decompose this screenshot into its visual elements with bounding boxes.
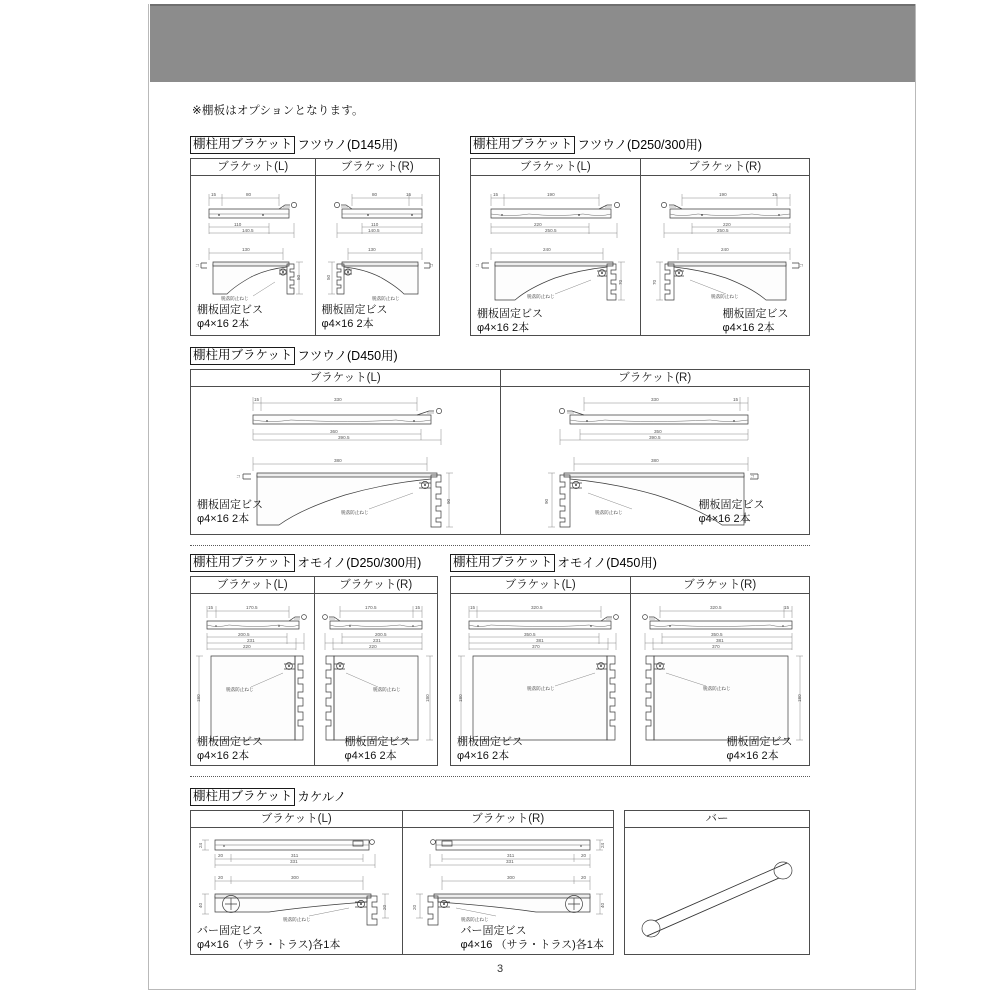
svg-text:コ: コ	[798, 263, 804, 268]
panel-futsuuno-d450-R	[500, 370, 810, 534]
svg-text:350.5: 350.5	[524, 632, 536, 637]
svg-text:脱落防止ねじ: 脱落防止ねじ	[341, 511, 369, 516]
caption-line1: 棚板固定ビス	[197, 736, 263, 748]
section-heading-boxed: 棚柱用ブラケット	[190, 136, 295, 154]
svg-text:15: 15	[211, 192, 217, 197]
svg-text:330: 330	[650, 397, 659, 402]
page-number: 3	[496, 963, 504, 975]
svg-text:140.5: 140.5	[242, 228, 254, 233]
caption-line1: 棚板固定ビス	[457, 736, 523, 748]
panel-title: バー	[625, 811, 809, 828]
caption-line1: 棚板固定ビス	[726, 736, 793, 748]
section-heading-title: オモイノ(D250/300用)	[297, 555, 422, 570]
section-heading-title: フツウノ(D250/300用)	[577, 137, 703, 152]
panel-futsuuno-d145-L	[191, 159, 315, 335]
panel-title: ブラケット(L)	[191, 159, 315, 176]
svg-text:90: 90	[446, 498, 451, 504]
caption-line2: φ4×16 2本	[457, 749, 510, 762]
svg-text:381: 381	[536, 638, 544, 643]
svg-text:370: 370	[711, 644, 720, 649]
panel-bar	[625, 811, 809, 954]
svg-text:390.5: 390.5	[338, 435, 350, 440]
caption-shelf-screw	[197, 736, 263, 763]
panel-omoino-d450-R	[630, 577, 810, 765]
svg-text:180: 180	[196, 694, 201, 702]
panel-title: ブラケット(R)	[641, 159, 810, 176]
panel-omoino-d250-L	[191, 577, 314, 765]
svg-text:360: 360	[330, 429, 338, 434]
svg-text:50: 50	[325, 274, 331, 280]
svg-text:311: 311	[506, 853, 514, 858]
svg-text:15: 15	[254, 397, 260, 402]
svg-text:90: 90	[543, 498, 549, 504]
svg-text:350: 350	[653, 429, 662, 434]
svg-text:231: 231	[247, 638, 255, 643]
svg-text:200.5: 200.5	[238, 632, 250, 637]
panel-title: ブラケット(R)	[631, 577, 810, 594]
panel-title: ブラケット(R)	[316, 159, 440, 176]
section-heading-boxed: 棚柱用ブラケット	[190, 554, 295, 572]
caption-line1: 棚板固定ビス	[321, 304, 388, 316]
section-divider-2	[190, 776, 810, 777]
panel-futsuuno-d250-L	[471, 159, 640, 335]
svg-text:脱落防止ねじ: 脱落防止ねじ	[226, 688, 254, 693]
section-heading-futsuuno-d145	[190, 136, 398, 154]
group-futsuuno-d450	[190, 369, 810, 535]
caption-line1: 棚板固定ビス	[477, 308, 543, 320]
svg-text:250.5: 250.5	[545, 228, 557, 233]
caption-line2: φ4×16 2本	[477, 321, 530, 334]
caption-line1: バー固定ビス	[197, 925, 263, 937]
section-heading-title: フツウノ(D145用)	[297, 137, 398, 152]
svg-text:24: 24	[599, 842, 605, 848]
caption-line2: φ4×16 （サラ・トラス)各1本	[460, 938, 604, 951]
svg-text:15: 15	[414, 605, 420, 610]
section-heading-boxed: 棚柱用ブラケット	[190, 347, 295, 365]
svg-text:240: 240	[543, 247, 551, 252]
caption-shelf-screw	[727, 736, 793, 763]
section-heading-omoino-d450	[450, 554, 657, 572]
group-omoino-d450	[450, 576, 810, 766]
svg-text:コ: コ	[236, 474, 241, 479]
caption-shelf-screw	[699, 499, 765, 526]
section-heading-title: フツウノ(D450用)	[297, 348, 398, 363]
svg-text:脱落防止ねじ: 脱落防止ねじ	[372, 688, 401, 693]
svg-text:15: 15	[783, 605, 789, 610]
section-heading-futsuuno-d450	[190, 347, 398, 365]
svg-text:脱落防止ねじ: 脱落防止ねじ	[702, 687, 731, 692]
panel-omoino-d450-L	[451, 577, 630, 765]
caption-line1: 棚板固定ビス	[197, 304, 263, 316]
svg-text:140.5: 140.5	[367, 228, 379, 233]
caption-line1: バー固定ビス	[460, 925, 527, 937]
header-banner	[150, 4, 915, 82]
panel-title: ブラケット(R)	[315, 577, 438, 594]
caption-line1: 棚板固定ビス	[344, 736, 411, 748]
section-heading-boxed: 棚柱用ブラケット	[470, 136, 575, 154]
caption-line2: φ4×16 （サラ・トラス)各1本	[197, 938, 341, 951]
panel-title: ブラケット(L)	[471, 159, 640, 176]
panel-title: ブラケット(L)	[191, 370, 500, 387]
svg-text:180: 180	[796, 694, 802, 702]
svg-text:20: 20	[218, 853, 224, 858]
svg-text:331: 331	[505, 859, 514, 864]
panel-futsuuno-d450-L	[191, 370, 500, 534]
caption-shelf-screw	[197, 499, 263, 526]
group-futsuuno-d145	[190, 158, 440, 336]
svg-text:170.5: 170.5	[246, 605, 258, 610]
svg-text:300: 300	[291, 875, 299, 880]
svg-text:15: 15	[470, 605, 476, 610]
svg-text:300: 300	[506, 875, 515, 880]
caption-line2: φ4×16 2本	[722, 321, 775, 334]
section-heading-title: カケルノ	[297, 789, 347, 804]
svg-text:15: 15	[208, 605, 214, 610]
svg-text:20: 20	[218, 875, 224, 880]
section-heading-futsuuno-d250-300	[470, 136, 702, 154]
svg-text:380: 380	[334, 458, 342, 463]
svg-text:15: 15	[493, 192, 499, 197]
svg-text:370: 370	[532, 644, 540, 649]
svg-text:80: 80	[371, 192, 377, 197]
section-heading-kakeruno	[190, 788, 346, 806]
svg-text:コ: コ	[428, 263, 434, 268]
section-divider-1	[190, 545, 810, 546]
svg-text:320.5: 320.5	[709, 605, 721, 610]
caption-line2: φ4×16 2本	[726, 749, 779, 762]
caption-line1: 棚板固定ビス	[197, 499, 263, 511]
caption-line2: φ4×16 2本	[321, 317, 374, 330]
svg-text:脱落防止ねじ: 脱落防止ねじ	[710, 295, 739, 300]
svg-text:110: 110	[234, 222, 242, 227]
group-omoino-d250-300	[190, 576, 438, 766]
svg-text:70: 70	[651, 279, 657, 285]
svg-text:80: 80	[246, 192, 252, 197]
svg-text:231: 231	[372, 638, 381, 643]
panel-title: ブラケット(L)	[191, 811, 402, 828]
caption-shelf-screw	[197, 304, 263, 331]
svg-text:20: 20	[580, 853, 586, 858]
svg-text:220: 220	[534, 222, 542, 227]
caption-shelf-screw	[322, 304, 388, 331]
svg-text:脱落防止ねじ: 脱落防止ねじ	[221, 297, 249, 302]
caption-line1: 棚板固定ビス	[722, 308, 789, 320]
svg-text:311: 311	[291, 853, 299, 858]
caption-shelf-screw	[345, 736, 411, 763]
svg-text:脱落防止ねじ: 脱落防止ねじ	[527, 687, 555, 692]
caption-line2: φ4×16 2本	[698, 512, 751, 525]
svg-text:130: 130	[367, 247, 376, 252]
svg-text:250.5: 250.5	[716, 228, 728, 233]
svg-text:350.5: 350.5	[710, 632, 722, 637]
svg-text:40: 40	[198, 902, 203, 908]
svg-text:330: 330	[334, 397, 342, 402]
caption-shelf-screw	[723, 308, 789, 335]
svg-text:40: 40	[599, 902, 605, 908]
svg-text:240: 240	[720, 247, 729, 252]
caption-line2: φ4×16 2本	[197, 317, 250, 330]
panel-futsuuno-d250-R	[640, 159, 810, 335]
svg-text:15: 15	[732, 397, 738, 402]
svg-text:200.5: 200.5	[374, 632, 386, 637]
svg-text:190: 190	[718, 192, 727, 197]
svg-text:20: 20	[580, 875, 586, 880]
svg-text:331: 331	[290, 859, 298, 864]
panel-title: ブラケット(L)	[191, 577, 314, 594]
caption-shelf-screw	[477, 308, 543, 335]
svg-text:脱落防止ねじ: 脱落防止ねじ	[460, 918, 489, 923]
group-futsuuno-d250-300	[470, 158, 810, 336]
panel-omoino-d250-R	[314, 577, 438, 765]
caption-line1: 棚板固定ビス	[698, 499, 765, 511]
svg-text:コ: コ	[749, 474, 755, 479]
svg-text:130: 130	[242, 247, 250, 252]
svg-text:20: 20	[411, 904, 417, 910]
caption-line2: φ4×16 2本	[344, 749, 397, 762]
svg-text:320.5: 320.5	[531, 605, 543, 610]
svg-text:脱落防止ねじ: 脱落防止ねじ	[371, 297, 400, 302]
panel-title: ブラケット(R)	[501, 370, 810, 387]
svg-text:脱落防止ねじ: 脱落防止ねじ	[527, 295, 555, 300]
svg-text:15: 15	[405, 192, 411, 197]
svg-text:190: 190	[547, 192, 555, 197]
caption-line2: φ4×16 2本	[197, 512, 250, 525]
svg-text:コ: コ	[475, 263, 480, 268]
svg-text:381: 381	[715, 638, 724, 643]
panel-futsuuno-d145-R	[315, 159, 440, 335]
section-heading-title: オモイノ(D450用)	[557, 555, 657, 570]
svg-text:脱落防止ねじ: 脱落防止ねじ	[594, 511, 623, 516]
svg-text:脱落防止ねじ: 脱落防止ねじ	[283, 918, 311, 923]
caption-shelf-screw	[457, 736, 523, 763]
svg-text:220: 220	[243, 644, 251, 649]
panel-kakeruno-R	[402, 811, 614, 954]
svg-text:220: 220	[722, 222, 731, 227]
svg-text:24: 24	[198, 842, 203, 848]
panel-kakeruno-L	[191, 811, 402, 954]
svg-text:110: 110	[370, 222, 378, 227]
drawing-bar	[625, 828, 809, 956]
svg-text:50: 50	[296, 274, 301, 280]
group-bar	[624, 810, 810, 955]
svg-text:コ: コ	[195, 263, 200, 268]
group-kakeruno	[190, 810, 614, 955]
panel-title: ブラケット(R)	[403, 811, 614, 828]
section-heading-omoino-d250-300	[190, 554, 421, 572]
svg-text:220: 220	[368, 644, 377, 649]
caption-bar-screw	[197, 925, 340, 952]
caption-bar-screw	[461, 925, 604, 952]
svg-text:20: 20	[382, 904, 387, 910]
svg-text:15: 15	[771, 192, 777, 197]
svg-text:180: 180	[424, 694, 430, 702]
section-heading-boxed: 棚柱用ブラケット	[190, 788, 295, 806]
svg-text:180: 180	[458, 694, 463, 702]
shelf-option-note: ※棚板はオプションとなります。	[192, 105, 364, 117]
svg-text:380: 380	[650, 458, 659, 463]
section-heading-boxed: 棚柱用ブラケット	[450, 554, 555, 572]
caption-line2: φ4×16 2本	[197, 749, 250, 762]
panel-title: ブラケット(L)	[451, 577, 630, 594]
svg-text:390.5: 390.5	[648, 435, 660, 440]
svg-text:70: 70	[618, 279, 623, 285]
svg-text:170.5: 170.5	[364, 605, 376, 610]
